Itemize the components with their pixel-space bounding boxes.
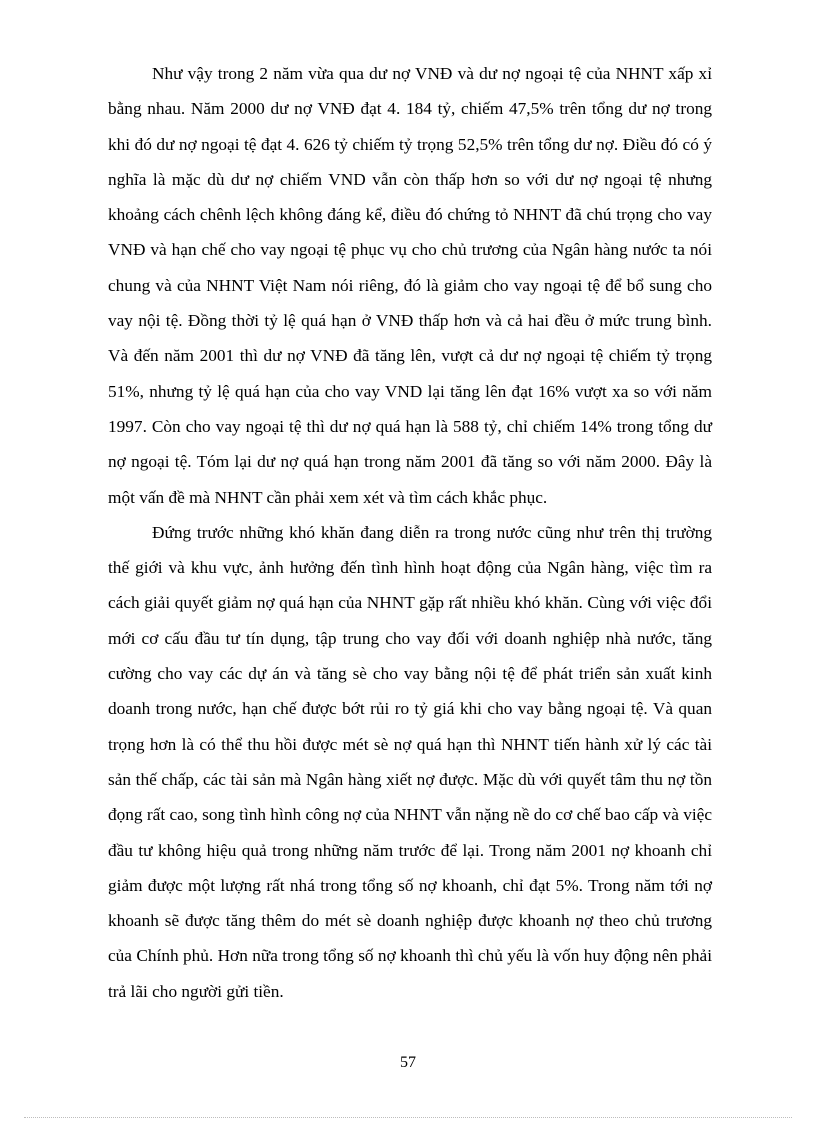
paragraph-1: Như vậy trong 2 năm vừa qua dư nợ VNĐ và dư nợ ngoại tệ của NHNT xấp xỉ bằng nhau. Năm 2000 dư nợ VNĐ đạt 4. 184 tỷ, chiếm 47,5% trên tổng dư nợ trong khi đó dư nợ ngoại tệ đạt 4. 626 tỷ chiếm tỷ trọng 52,5% trên tổng dư nợ. Điều đó có ý nghĩa là mặc dù dư nợ chiếm VND vẫn còn thấp hơn so với dư nợ ngoại tệ nhưng khoảng cách chênh lệch không đáng kể, điều đó chứng tỏ NHNT đã chú trọng cho vay VNĐ và hạn chế cho vay ngoại tệ phục vụ cho chủ trương của Ngân hàng nước ta nói chung và của NHNT Việt Nam nói riêng, đó là giảm cho vay ngoại tệ để bổ sung cho vay nội tệ. Đồng thời tỷ lệ quá hạn ở VNĐ thấp hơn và cả hai đều ở mức trung bình. Và đến năm 2001 thì dư nợ VNĐ đã tăng lên, vượt cả dư nợ ngoại tệ chiếm tỷ trọng 51%, nhưng tỷ lệ quá hạn của cho vay VND lại tăng lên đạt 16% vượt xa so với năm 1997. Còn cho vay ngoại tệ thì dư nợ quá hạn là 588 tỷ, chỉ chiếm 14% trong tổng dư nợ ngoại tệ. Tóm lại dư nợ quá hạn trong năm 2001 đã tăng so với năm 2000. Đây là một vấn đề mà NHNT cần phải xem xét và tìm cách khắc phục.: [108, 64, 712, 507]
page-number: 57: [400, 1054, 416, 1071]
paragraph-2: Đứng trước những khó khăn đang diễn ra trong nước cũng như trên thị trường thế giới và khu vực, ảnh hưởng đến tình hình hoạt động của Ngân hàng, việc tìm ra cách giải quyết giảm nợ quá hạn của NHNT gặp rất nhiều khó khăn. Cùng với việc đổi mới cơ cấu đầu tư tín dụng, tập trung cho vay đối với doanh nghiệp nhà nước, tăng cường cho vay các dự án và tăng sè cho vay bằng nội tệ để phát triển sản xuất kinh doanh trong nước, hạn chế được bớt rủi ro tỷ giá khi cho vay bằng ngoại tệ. Và quan trọng hơn là có thể thu hồi được mét sè nợ quá hạn thì NHNT tiến hành xử lý các tài sản thế chấp, các tài sản mà Ngân hàng xiết nợ được. Mặc dù với quyết tâm thu nợ tồn đọng rất cao, song tình hình công nợ của NHNT vẫn nặng nề do cơ chế bao cấp và việc đầu tư không hiệu quả trong những năm trước để lại. Trong năm 2001 nợ khoanh chỉ giảm được một lượng rất nhá trong tổng số nợ khoanh, chỉ đạt 5%. Trong năm tới nợ khoanh sẽ được tăng thêm do mét sè doanh nghiệp được khoanh nợ theo chủ trương của Chính phủ. Hơn nữa trong tổng số nợ khoanh thì chủ yếu là vốn huy động nên phải trả lãi cho người gửi tiền.: [108, 522, 712, 1001]
page-bottom-divider: [24, 1117, 792, 1118]
body-text: [108, 56, 712, 1009]
